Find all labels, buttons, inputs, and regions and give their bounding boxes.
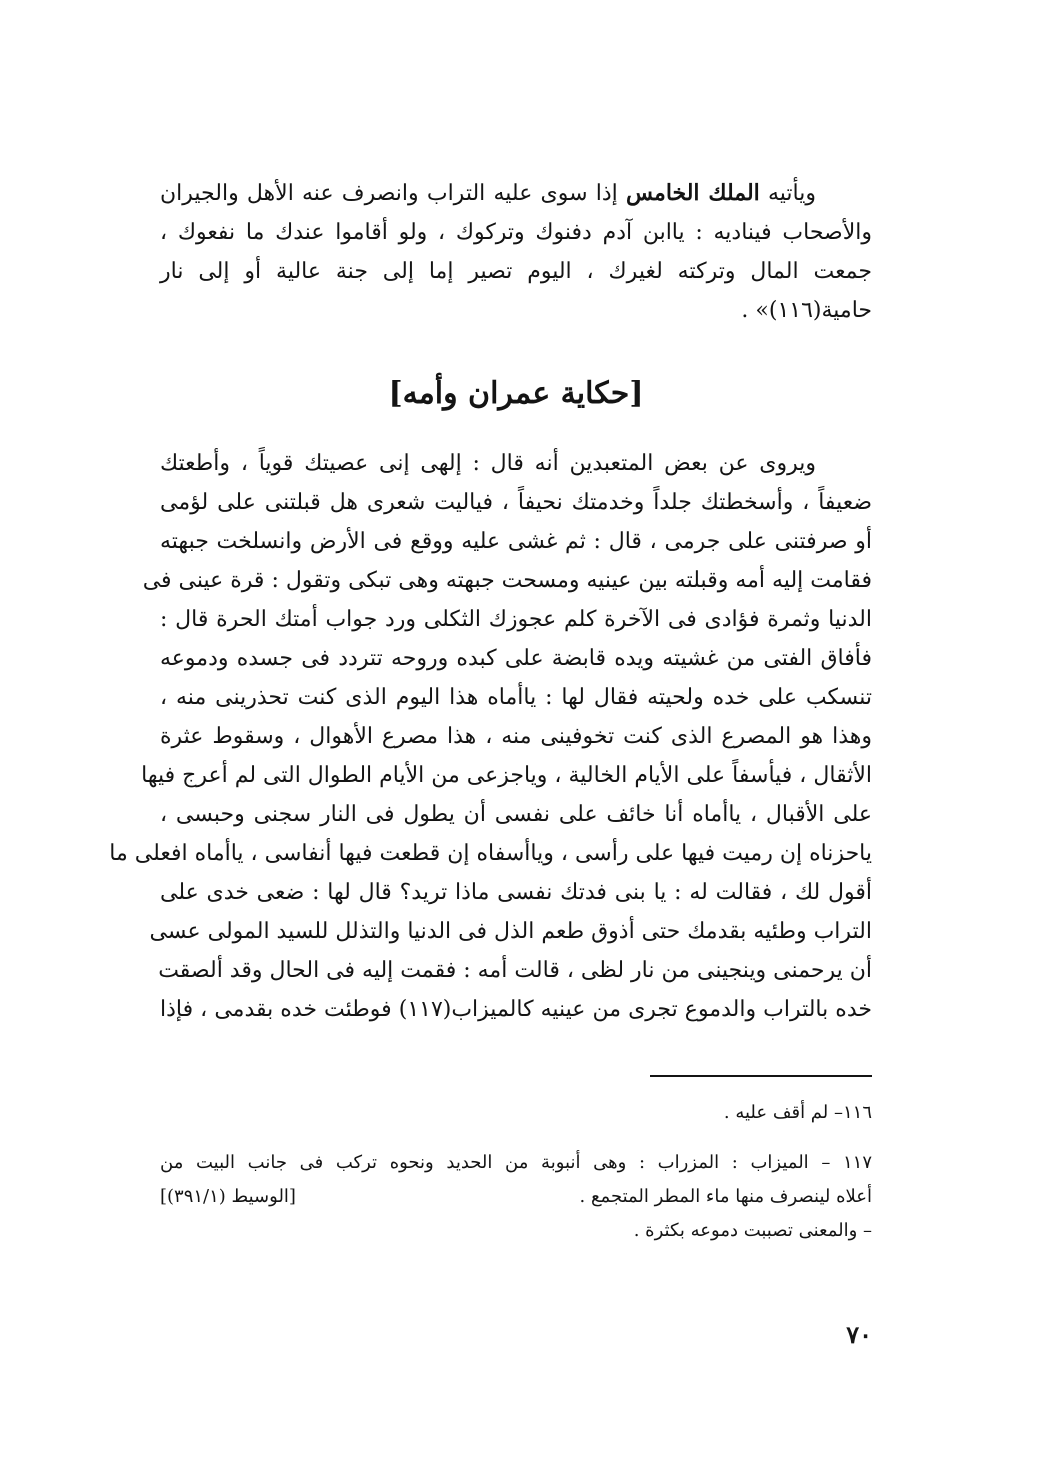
footnote-116: ١١٦– لم أقف عليه . xyxy=(723,1102,872,1123)
paragraph-line: ضعيفاً ، وأسخطتك جلداً وخدمتك نحيفاً ، فياليت شعرى هل قبلتنى على لؤمى xyxy=(160,490,872,515)
footnote-117-source: [الوسيط (٣٩١/١)] xyxy=(160,1186,296,1207)
footnote-117-line: – والمعنى تصببت دموعه بكثرة . xyxy=(633,1220,872,1241)
paragraph-angel-five xyxy=(160,174,872,330)
paragraph-line: الأثقال ، فيأسفاً على الأيام الخالية ، وياجزعى من الأيام الطوال التى لم أعرج فيها xyxy=(141,763,872,788)
paragraph-line: على الأقبال ، ياأماه أنا خائف على نفسى أن يطول فى النار سجنى وحبسى ، xyxy=(160,802,872,827)
paragraph-line: الدنيا وثمرة فؤادى فى الآخرة كلم عجوزك الثكلى ورد جواب أمتك الحرة قال : xyxy=(160,607,873,632)
paragraph-line: ياحزناه إن رميت فيها على رأسى ، وياأسفاه إن قطعت فيها أنفاسى ، ياأماه افعلى ما xyxy=(109,841,872,866)
line-prefix: ويأتيه xyxy=(767,181,816,206)
paragraph-line: جمعت المال وتركته لغيرك ، اليوم تصير إما إلى جنة عالية أو إلى نار xyxy=(160,259,872,284)
paragraph-line: أن يرحمنى وينجينى من نار لظى ، قالت أمه : فقمت إليه فى الحال وقد ألصقت xyxy=(158,958,872,983)
paragraph-line: خده بالتراب والدموع تجرى من عينيه كالميزاب(١١٧) فوطئت خده بقدمى ، فإذا xyxy=(160,997,872,1022)
paragraph-line: فأفاق الفتى من غشيته ويده قابضة على كبده وروحه تتردد فى جسده ودموعه xyxy=(160,646,872,671)
footnote-divider xyxy=(650,1075,872,1077)
section-heading: [حكاية عمران وأمه] xyxy=(388,376,644,411)
paragraph-story xyxy=(109,444,873,1029)
line-suffix: إذا سوى عليه التراب وانصرف عنه الأهل والجيران xyxy=(160,181,618,206)
bold-phrase: الملك الخامس xyxy=(625,180,760,206)
paragraph-line: أو صرفتنى على جرمى ، قال : ثم غشى عليه ووقع فى الأرض وانسلخت جبهته xyxy=(160,529,872,554)
paragraph-line: ويروى عن بعض المتعبدين أنه قال : إلهى إنى عصيتك قوياً ، وأطعتك xyxy=(160,451,816,476)
page-number: ٧٠ xyxy=(846,1320,872,1349)
paragraph-line: أقول لك ، فقالت له : يا بنى فدتك نفسى ماذا تريد؟ قال لها : ضعى خدى على xyxy=(160,880,872,905)
paragraph-line xyxy=(160,174,872,213)
paragraph-line: التراب وطئيه بقدمك حتى أذوق طعم الذل فى الدنيا والتذلل للسيد المولى عسى xyxy=(149,919,872,944)
paragraph-line: تنسكب على خده ولحيته فقال لها : ياأماه هذا اليوم الذى كنت تحذرينى منه ، xyxy=(160,685,872,710)
footnote-117-line: أعلاه لينصرف منها ماء المطر المتجمع . xyxy=(579,1186,872,1207)
paragraph-line: وهذا هو المصرع الذى كنت تخوفينى منه ، هذا مصرع الأهوال ، وسقوط عثرة xyxy=(160,724,872,749)
paragraph-line: حامية(١١٦)» . xyxy=(741,298,872,323)
paragraph-line: فقامت إليه أمه وقبلته بين عينيه ومسحت جبهته وهى تبكى وتقول : قرة عينى فى xyxy=(142,568,872,593)
paragraph-line: والأصحاب فيناديه : ياابن آدم دفنوك وتركوك ، ولو أقاموا عندك ما نفعوك ، xyxy=(160,220,872,245)
footnote-117-line: ١١٧ – الميزاب : المزراب : وهى أنبوبة من الحديد ونحوه تركب فى جانب البيت من xyxy=(160,1152,872,1173)
